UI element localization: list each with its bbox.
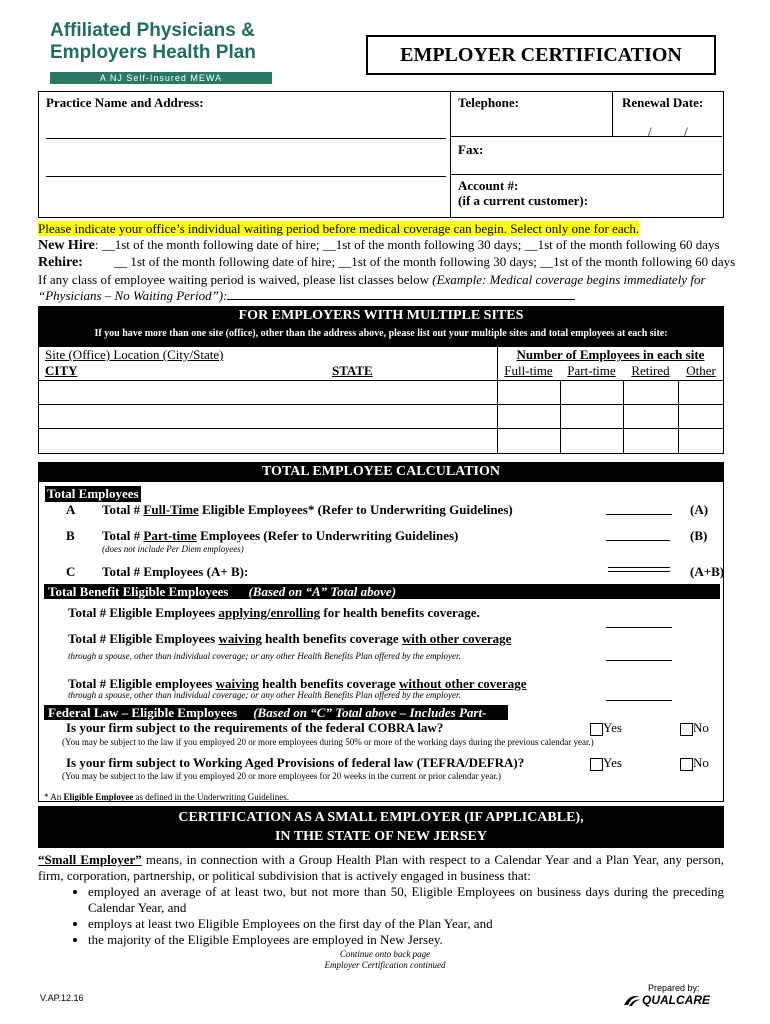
fax-label: Fax:	[458, 142, 484, 157]
small-employer-bullets	[38, 884, 724, 948]
federal-law-bar: Federal Law – Eligible Employees (Based on “C” Total above – Includes Part-Time)	[44, 705, 508, 720]
row-b-letter: B	[66, 528, 75, 543]
row-c-code: (A+B)	[690, 564, 725, 579]
version-code: V.AP.12.16	[40, 993, 84, 1003]
waiving-with-input[interactable]	[606, 660, 672, 661]
waiving-without-input[interactable]	[606, 700, 672, 701]
cobra-note: (You may be subject to the law if you employed 20 or more employees during 50% or more of the working days during the previous calendar year.)	[62, 737, 594, 747]
cobra-no-checkbox[interactable]	[680, 723, 693, 736]
row-b-text: Total # Part-time Employees (Refer to Underwriting Guidelines)	[102, 528, 459, 543]
row-a-input[interactable]	[606, 514, 672, 515]
continue-note-1: Continue onto back page	[339, 949, 431, 959]
tefra-no[interactable]: No	[680, 755, 709, 771]
cobra-question: Is your firm subject to the requirements of the federal COBRA law?	[66, 720, 444, 735]
row-c-text: Total # Employees (A+ B):	[102, 564, 249, 579]
practice-label: Practice Name and Address:	[46, 95, 204, 110]
bullet-2: • employs at least two Eligible Employees on the first day of the Plan Year, and	[88, 916, 724, 932]
bullet-1: • employed an average of at least two, but not more than 50, Eligible Employees on business days during the preceding Calendar Year, and	[88, 884, 724, 916]
calc-header: TOTAL EMPLOYEE CALCULATION	[38, 462, 724, 482]
qualcare-swoosh-icon	[622, 993, 642, 1007]
row-c-letter: C	[66, 564, 76, 579]
new-hire-row[interactable]: New Hire: __1st of the month following date of hire; __1st of the month following 30 days; __1st of the month following 60 days	[38, 237, 720, 253]
row-a-text: Total # Full-Time Eligible Employees* (Refer to Underwriting Guidelines)	[102, 502, 513, 517]
continue-note-2: Employer Certification continued	[324, 960, 446, 970]
practice-line-1[interactable]	[46, 138, 446, 139]
applying-input[interactable]	[606, 627, 672, 628]
state-header: STATE	[332, 363, 373, 378]
logo-tagline: A NJ Self-Insured MEWA	[50, 72, 272, 84]
logo-line2: Employers Health Plan	[50, 42, 256, 63]
tefra-no-checkbox[interactable]	[680, 758, 693, 771]
waiving-with-note: through a spouse, other than individual coverage; or any other Health Benefits Plan offered by the employer.	[68, 651, 461, 661]
cobra-yes[interactable]: Yes	[590, 720, 622, 736]
total-employees-label: Total Employees	[47, 486, 139, 501]
waiting-period-prompt: Please indicate your office’s individual waiting period before medical coverage can begin. Select only one for each.	[38, 221, 640, 236]
site-location-label: Site (Office) Location (City/State)	[45, 347, 224, 362]
row-b-note: (does not include Per Diem employees)	[102, 544, 244, 554]
waiving-without-text: Total # Eligible employees waiving health benefits coverage without other coverage	[68, 676, 527, 691]
waived-text: If any class of employee waiting period is waived, please list classes below (Example: Medical coverage begins immediately for “Physicians – No Waiting Period”):	[38, 272, 706, 303]
account-label: Account #:	[458, 178, 519, 193]
small-employer-definition: “Small Employer” means, in connection with a Group Health Plan with respect to a Calendar Year and a Plan Year, any person, firm, corporation, partnership, or political subdivision that is actively engaged in business that:	[38, 852, 725, 883]
account-sublabel: (if a current customer):	[458, 193, 589, 208]
waived-classes-input[interactable]	[227, 299, 575, 300]
benefit-eligible-bar: Total Benefit Eligible Employees (Based on “A” Total above)	[44, 584, 720, 599]
page-title: EMPLOYER CERTIFICATION	[366, 35, 716, 75]
renewal-date-field[interactable]: / /	[648, 124, 688, 139]
col-retired: Retired	[631, 363, 670, 378]
col-part-time: Part-time	[567, 363, 616, 378]
city-header: CITY	[45, 363, 78, 378]
telephone-label: Telephone:	[458, 95, 519, 110]
rehire-row[interactable]: Rehire: __ 1st of the month following date of hire; __1st of the month following 30 days; __1st of the month following 60 days	[38, 254, 736, 270]
renewal-label: Renewal Date:	[622, 95, 704, 110]
tefra-question: Is your firm subject to Working Aged Provisions of federal law (TEFRA/DEFRA)?	[66, 755, 525, 770]
row-b-input[interactable]	[606, 540, 670, 541]
col-full-time: Full-time	[504, 363, 553, 378]
col-other: Other	[686, 363, 716, 378]
row-c-input[interactable]	[608, 567, 670, 572]
bullet-3: • the majority of the Eligible Employees are employed in New Jersey.	[88, 932, 724, 948]
logo	[50, 20, 290, 64]
cobra-yes-checkbox[interactable]	[590, 723, 603, 736]
num-employees-header: Number of Employees in each site	[516, 347, 705, 362]
qualcare-logo: QUALCARE	[622, 993, 702, 1009]
tefra-yes[interactable]: Yes	[590, 755, 622, 771]
practice-line-2[interactable]	[46, 176, 446, 177]
waiving-with-text: Total # Eligible Employees waiving health benefits coverage with other coverage	[68, 631, 512, 646]
logo-line1: Affiliated Physicians &	[50, 20, 255, 41]
waiving-without-note: through a spouse, other than individual coverage; or any other Health Benefits Plan offered by the employer.	[68, 690, 461, 700]
row-a-letter: A	[66, 502, 76, 517]
row-b-code: (B)	[690, 528, 708, 543]
small-employer-header: CERTIFICATION AS A SMALL EMPLOYER (IF APPLICABLE), IN THE STATE OF NEW JERSEY	[38, 806, 724, 848]
multisite-header: FOR EMPLOYERS WITH MULTIPLE SITES If you have more than one site (office), other than the address above, please list out your multiple sites and total employees at each site:	[38, 306, 724, 346]
prepared-by-label: Prepared by:	[648, 983, 700, 993]
cobra-no[interactable]: No	[680, 720, 709, 736]
tefra-note: (You may be subject to the law if you employed 20 or more employees for 20 weeks in the current or prior calendar year.)	[62, 771, 501, 781]
row-a-code: (A)	[690, 502, 709, 517]
tefra-yes-checkbox[interactable]	[590, 758, 603, 771]
applying-text: Total # Eligible Employees applying/enrolling for health benefits coverage.	[68, 605, 480, 620]
eligible-footnote: * An Eligible Employee as defined in the Underwriting Guidelines.	[44, 792, 289, 802]
